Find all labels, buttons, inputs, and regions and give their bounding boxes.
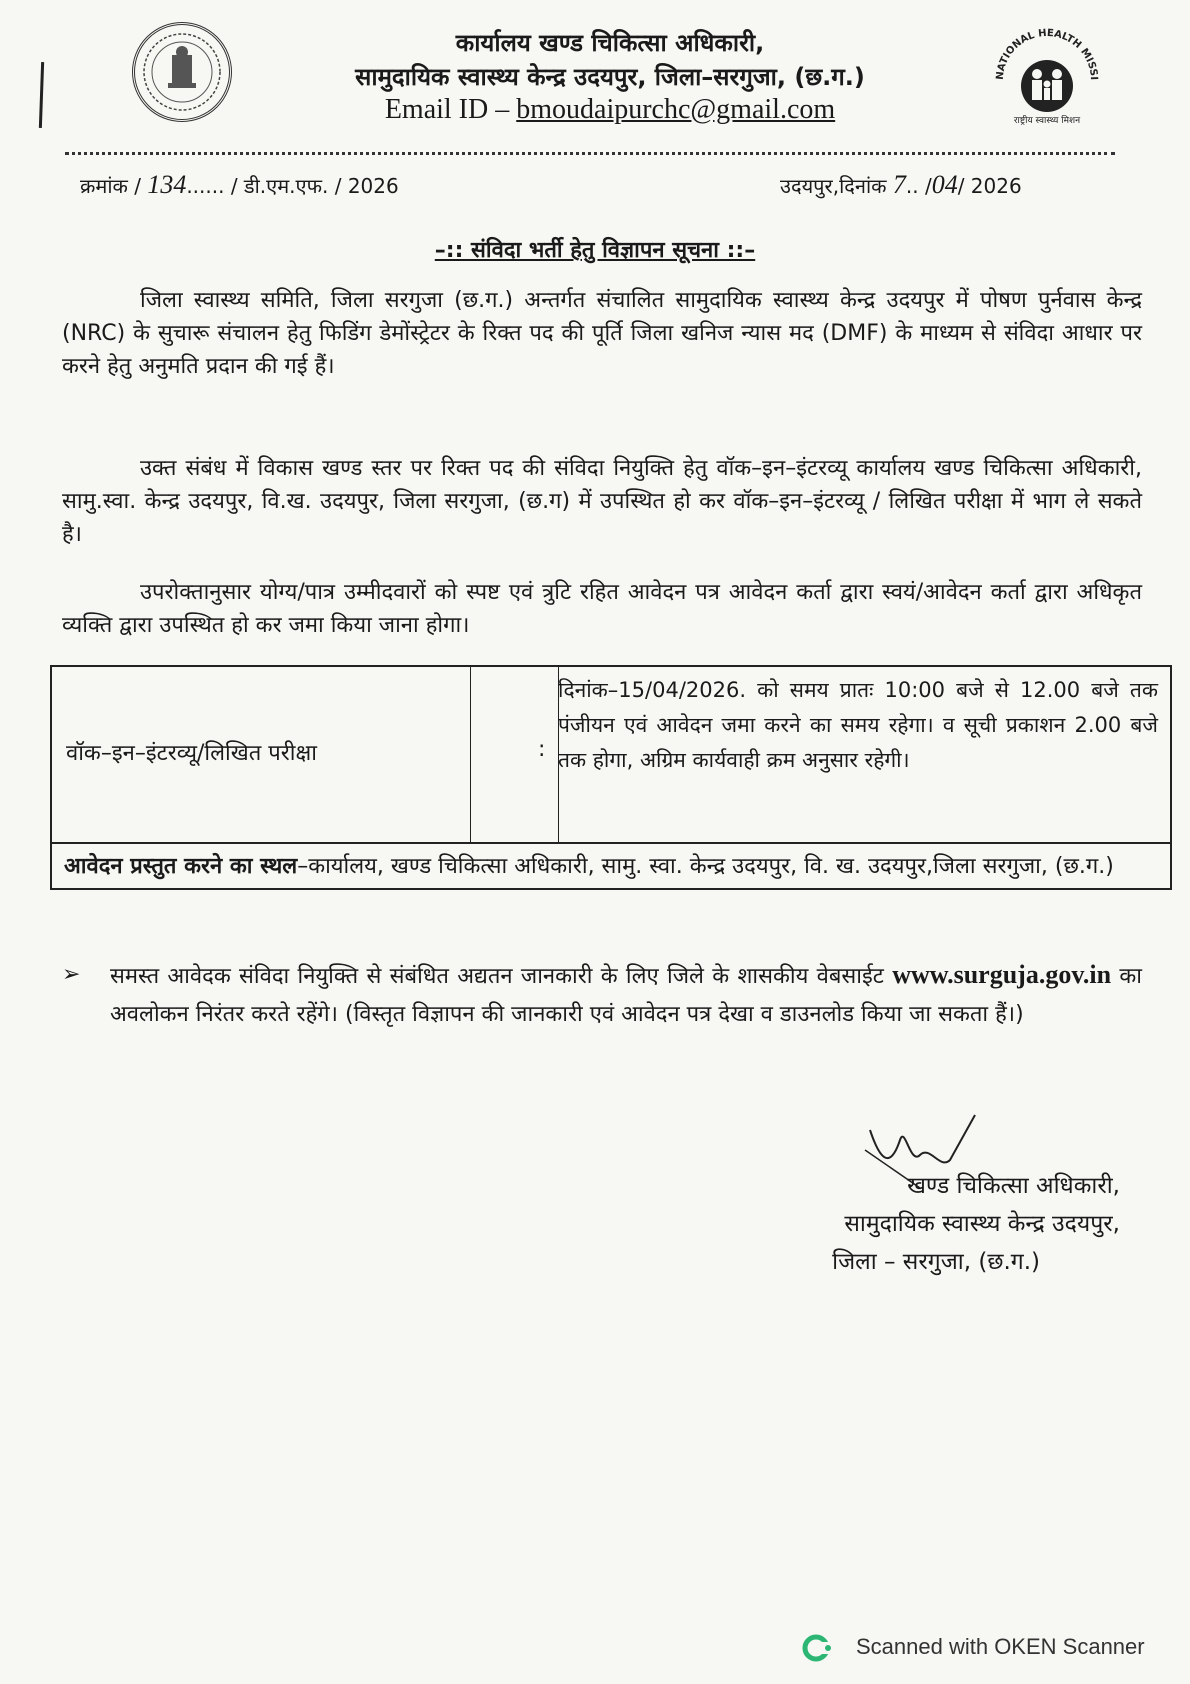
paragraph-1: जिला स्वास्थ्य समिति, जिला सरगुजा (छ.ग.) अन्तर्गत संचालित सामुदायिक स्वास्थ्य केन्द्र उदयपुर में पोषण पुर्नवास केन्द्र (NRC) के सुचारू संचालन हेतु फिडिंग डेमोंस्ट्रेटर के रिक्त पद की पूर्ति जिला खनिज न्यास मद (DMF) के माध्यम से संविदा आधार पर करने हेतु अनुमति प्रदान की गई हैं।	[62, 288, 1142, 379]
date-year: / 2026	[957, 174, 1022, 198]
place-date-prefix: उदयपुर,दिनांक	[780, 174, 887, 198]
email-line	[240, 94, 980, 126]
office-address: सामुदायिक स्वास्थ्य केन्द्र उदयपुर, जिला–सरगुजा, (छ.ग.)	[355, 63, 865, 91]
svg-text:NATIONAL HEALTH MISSION: NATIONAL HEALTH MISSI	[994, 27, 1100, 81]
ref-number: 134	[147, 170, 187, 199]
venue-text: –कार्यालय, खण्ड चिकित्सा अधिकारी, सामु. स्वा. केन्द्र उदयपुर, वि. ख. उदयपुर,जिला सरगुजा, (छ.ग.)	[297, 854, 1114, 879]
interview-label: वॉक–इन–इंटरव्यू/लिखित परीक्षा	[66, 741, 317, 766]
header-divider	[65, 152, 1115, 155]
signatory-district: जिला – सरगुजा, (छ.ग.)	[832, 1249, 1040, 1275]
table-row	[52, 667, 1170, 844]
venue-label: आवेदन प्रस्तुत करने का स्थल	[64, 854, 298, 879]
paragraph-2: उक्त संबंध में विकास खण्ड स्तर पर रिक्त पद की संविदा नियुक्ति हेतु वॉक–इन–इंटरव्यू कार्यालय खण्ड चिकित्सा अधिकारी, सामु.स्वा. केन्द्र उदयपुर, वि.ख. उदयपुर, जिला सरगुजा, (छ.ग) में उपस्थित हो कर वॉक–इन–इंटरव्यू / लिखित परीक्षा में भाग ले सकते है।	[62, 456, 1142, 547]
nhm-hindi-caption: राष्ट्रीय स्वास्थ्य मिशन	[1013, 116, 1081, 126]
office-name: कार्यालय खण्ड चिकित्सा अधिकारी,	[455, 29, 765, 57]
interview-detail: दिनांक–15/04/2026. को समय प्रातः 10:00 बजे से 12.00 बजे तक पंजीयन एवं आवेदन जमा करने का समय रहेगा। व सूची प्रकाशन 2.00 बजे तक होगा, अग्रिम कार्यवाही क्रम अनुसार रहेगी।	[558, 678, 1158, 772]
place-date: उदयपुर,दिनांक 7.. /04/ 2026	[780, 170, 1022, 199]
reference-number	[80, 170, 399, 200]
email-address[interactable]: bmoudaipurchc@gmail.com	[516, 94, 836, 125]
signatory-office: सामुदायिक स्वास्थ्य केन्द्र उदयपुर,	[844, 1211, 1120, 1237]
arrow-bullet-icon: ➢	[62, 962, 81, 987]
date-day: 7	[892, 170, 906, 199]
table-colon-cell	[470, 667, 559, 842]
nhm-logo	[985, 18, 1105, 126]
table-label-cell	[52, 667, 471, 842]
ref-prefix: क्रमांक /	[80, 174, 141, 198]
venue-row	[52, 844, 1170, 888]
email-label: Email ID –	[384, 94, 517, 125]
state-emblem-logo	[132, 22, 232, 122]
notice-title: –:: संविदा भर्ती हेतु विज्ञापन सूचना ::–	[434, 238, 756, 263]
signatory-title: खण्ड चिकित्सा अधिकारी,	[907, 1173, 1120, 1199]
oken-scanner-logo-icon	[802, 1632, 834, 1664]
margin-pen-mark	[39, 62, 44, 128]
scanner-watermark: Scanned with OKEN Scanner	[856, 1634, 1145, 1659]
paragraph-3: उपरोक्तानुसार योग्य/पात्र उम्मीदवारों को स्पष्ट एवं त्रुटि रहित आवेदन पत्र आवेदन कर्ता द्वारा स्वयं/आवेदन कर्ता द्वारा अधिकृत व्यक्ति द्वारा उपस्थित हो कर जमा किया जाना होगा।	[62, 580, 1142, 638]
notice-text-2: का अवलोकन निरंतर करते रहेंगे। (विस्तृत विज्ञापन की जानकारी एवं आवेदन पत्र देखा व डाउनलोड किया जा सकता हैं।)	[110, 964, 1142, 1027]
interview-table	[50, 665, 1172, 890]
date-month: 04	[931, 170, 958, 199]
ref-suffix: ...... / डी.एम.एफ. / 2026	[186, 174, 399, 198]
website-notice	[62, 956, 1142, 1034]
website-link[interactable]: www.surguja.gov.in	[892, 960, 1112, 989]
notice-text-1: समस्त आवेदक संविदा नियुक्ति से संबंधित अद्यतन जानकारी के लिए जिले के शासकीय वेबसाईट	[110, 964, 893, 989]
table-colon: :	[538, 737, 546, 762]
